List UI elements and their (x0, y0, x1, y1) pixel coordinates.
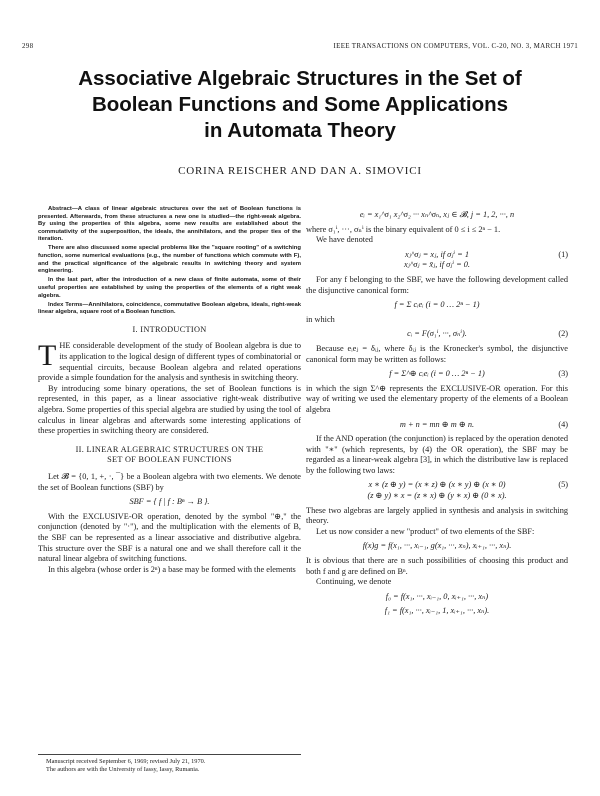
title-line: in Automata Theory (204, 119, 396, 142)
body-text: where σ₁ⁱ, ···, σₙⁱ is the binary equivalent of 0 ≤ i ≤ 2ⁿ − 1. (306, 224, 501, 234)
journal-citation: IEEE TRANSACTIONS ON COMPUTERS, VOL. C-20, NO. 3, MARCH 1971 (333, 42, 578, 50)
equation-3: f = Σ^⊕ cᵢeᵢ (i = 0 … 2ⁿ − 1) (3) (389, 369, 568, 379)
equation-number: (2) (558, 329, 568, 339)
equation: f(x)g = f(x₁, ···, xᵢ₋₁, g(x₁, ···, xₙ), xᵢ₊₁, ···, xₙ). (362, 541, 512, 551)
equation: SBF = { f | f : Bⁿ → B }. (129, 497, 210, 507)
equation-2: cᵢ = F(σ₁ⁱ, ···, σₙⁱ). (2) (407, 329, 568, 339)
index-terms: Index Terms—Annihilators, coincidence, commutative Boolean algebra, ideals, right-weak linear algebra, square root of a Boolean function. (38, 301, 301, 316)
body-paragraph: Let 𝓑 = {0, 1, +, ·, ¯} be a Boolean algebra with two elements. We denote the set of Boolean functions (SBF) by (38, 471, 301, 492)
body-text: We have denoted (316, 235, 373, 245)
body-paragraph: in which the sign Σ^⊕ represents the EXCLUSIVE-OR operation. For this way of writing we used the elementary property of the elements of a Boolean algebra (306, 383, 568, 414)
equation: f₀ = f(x₁, ···, xᵢ₋₁, 0, xᵢ₊₁, ···, xₙ) (385, 591, 489, 601)
drop-cap: T (38, 339, 57, 373)
equation: f₁ = f(x₁, ···, xᵢ₋₁, 1, xᵢ₊₁, ···, xₙ). (384, 606, 490, 616)
paper-title (40, 66, 560, 144)
equation: eᵢ = x₁^σ₁ x₂^σ₂ ··· xₙ^σₙ, xⱼ ∈ 𝓑, j = 1, 2, ···, n (359, 210, 515, 219)
left-column (38, 206, 301, 575)
equation-number: (1) (558, 249, 568, 259)
intro-paragraph: THE considerable development of the study of Boolean algebra is due to its application to the logical design of different types of combinatorial or sequential circuits, because Boolean algebra and related operations provide a simple foundation for the analysis and synthesis in switching theory. (38, 339, 301, 383)
page-number: 298 (22, 42, 34, 50)
equation-1: xⱼ^σⱼ = xⱼ, if σⱼⁱ = 1 xⱼ^σⱼ = x̄ⱼ, if σⱼⁱ = 0. (1) (403, 249, 568, 270)
equation-4: m + n = mn ⊕ m ⊕ n. (4) (399, 419, 568, 429)
body-paragraph: Continuing, we denote (316, 577, 392, 587)
abstract-paragraph: In the last part, after the introduction of a new class of finite automata, some of their useful properties are established by using the properties of the elements of a right weak algebra. (38, 277, 301, 299)
body-paragraph: These two algebras are largely applied in synthesis and analysis in switching theory. (306, 505, 568, 526)
section-heading: II. LINEAR ALGEBRAIC STRUCTURES ON THE SET OF BOOLEAN FUNCTIONS (75, 444, 264, 465)
body-paragraph: For any f belonging to the SBF, we have the following development called the disjunctive canonical form: (306, 274, 568, 295)
equation: f = Σ cᵢeᵢ (i = 0 … 2ⁿ − 1) (394, 300, 480, 310)
equation-5: x ∗ (z ⊕ y) = (x ∗ z) ⊕ (x ∗ y) ⊕ (x ∗ 0) (z ⊕ y) ∗ x = (z ∗ x) ⊕ (y ∗ x) ⊕ (0 ∗ x). (5) (367, 480, 568, 501)
body-paragraph: In this algebra (whose order is 2ⁿ) a base may be formed with the elements (48, 564, 296, 574)
body-paragraph: If the AND operation (the conjunction) is replaced by the operation denoted with "∗" (which represents, by (4) the OR operation), the SBF may be regarded as a linear-weak algebra [3], in which the distributive law is replaced by the following two laws: (306, 434, 568, 475)
body-paragraph: Let us now consider a new "product" of two elements of the SBF: (316, 526, 535, 536)
abstract (38, 206, 301, 317)
body-paragraph: It is obvious that there are n such possibilities of choosing this product and both f and g are defined on Bⁿ. (306, 556, 568, 576)
equation-number: (3) (558, 369, 568, 379)
body-paragraph: Because eᵢeⱼ = δᵢⱼ, where δᵢⱼ is the Kronecker's symbol, the disjunctive canonical form may be written as follows: (306, 343, 568, 364)
section-heading: I. INTRODUCTION (132, 324, 207, 334)
body-text: in which (306, 314, 335, 324)
title-line: Associative Algebraic Structures in the Set of (78, 67, 522, 90)
equation-number: (4) (558, 419, 568, 429)
body-paragraph: By introducing some binary operations, the set of Boolean functions is represented, in this paper, as a linear associative right-weak distributive algebra. Some properties of this special algebra are studied by using the tool of calculus in linear algebras and afterwards some interesting applications of these properties in switching theory are considered. (38, 383, 301, 436)
right-column (306, 206, 568, 621)
footnote-line: The authors are with the University of Iassy, Iassy, Rumania. (46, 766, 200, 773)
abstract-paragraph: There are also discussed some special problems like the "square rooting" of a switching function, some numerical evaluations (e.g., the number of functions which commute with F), and the practical significance of the algebraic results in switching theory and system engineering. (38, 245, 301, 275)
footnote-line: Manuscript received September 6, 1969; revised July 21, 1970. (46, 758, 206, 765)
equation-number: (5) (558, 480, 568, 490)
footnote (38, 754, 301, 774)
body-paragraph: With the EXCLUSIVE-OR operation, denoted by the symbol "⊕," the conjunction (denoted by "·"), and the multiplication with the elements of B, the SBF can be represented as a linear associative and distributive algebra. This structure over the SBF is a natural one and we shall therefore call it the natural linear algebra of switching functions. (38, 511, 301, 564)
abstract-paragraph: Abstract—A class of linear algebraic structures over the set of Boolean functions is presented. Afterwards, from these structures a new one is studied—the right-weak algebra. By using the properties of this algebra, some new results are established about the commutativity of the superposition, the ideals, the annihilators, and the proper ties of the iteration. (38, 206, 301, 243)
title-line: Boolean Functions and Some Applications (91, 93, 509, 116)
authors: CORINA REISCHER AND DAN A. SIMOVICI (178, 165, 422, 177)
